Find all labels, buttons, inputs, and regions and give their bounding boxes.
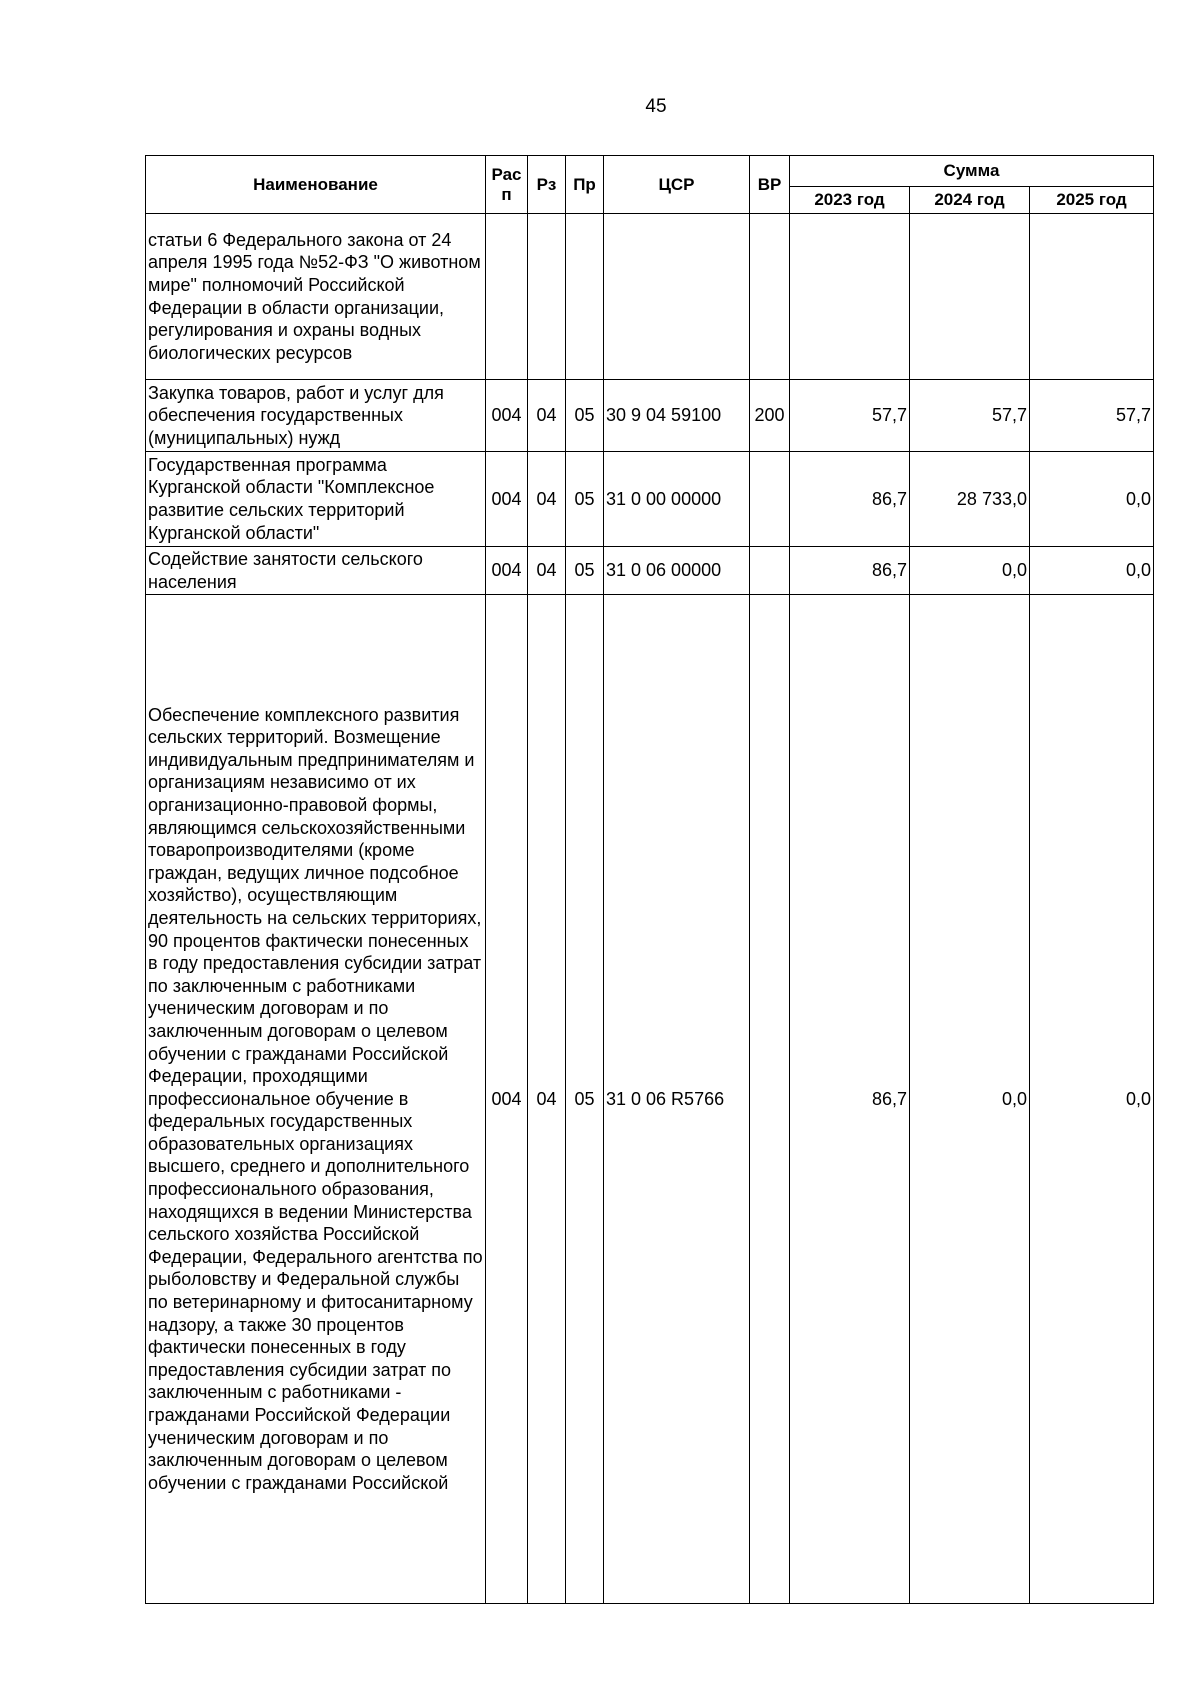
cell-rasp: 004 [486,380,528,452]
cell-2024: 57,7 [910,380,1030,452]
cell-csr: 31 0 06 00000 [604,547,750,595]
cell-pr: 05 [566,547,604,595]
cell-name: Государственная программа Курганской области "Комплексное развитие сельских территорий Курганской области" [146,452,486,547]
cell-2023: 86,7 [790,595,910,1604]
cell-rz: 04 [528,452,566,547]
cell-pr [566,214,604,380]
table-row [146,380,1154,452]
table-row [146,595,1154,1604]
cell-csr: 30 9 04 59100 [604,380,750,452]
cell-2023: 86,7 [790,452,910,547]
header-year-2024: 2024 год [910,187,1030,214]
header-rz: Рз [528,156,566,214]
cell-2025: 0,0 [1030,595,1154,1604]
cell-rasp: 004 [486,595,528,1604]
cell-rasp: 004 [486,547,528,595]
cell-rasp [486,214,528,380]
header-rasp: Рас п [486,156,528,214]
cell-pr: 05 [566,452,604,547]
cell-2023 [790,214,910,380]
cell-vr [750,595,790,1604]
table-row [146,547,1154,595]
cell-csr [604,214,750,380]
cell-name: Содействие занятости сельского населения [146,547,486,595]
cell-name: Обеспечение комплексного развития сельских территорий. Возмещение индивидуальным предпринимателям и организациям независимо от их организационно-правовой формы, являющимся сельскохозяйственными товаропроизводителями (кроме граждан, ведущих личное подсобное хозяйство), осуществляющим деятельность на сельских территориях, 90 процентов фактически понесенных в году предоставления субсидии затрат по заключенным с работниками ученическим договорам и по заключенным договорам о целевом обучении с гражданами Российской Федерации, проходящими профессиональное обучение в федеральных государственных образовательных организациях высшего, среднего и дополнительного профессионального образования, находящихся в ведении Министерства сельского хозяйства Российской Федерации, Федерального агентства по рыболовству и Федеральной службы по ветеринарному и фитосанитарному надзору, а также 30 процентов фактически понесенных в году предоставления субсидии затрат по заключенным с работниками - гражданами Российской Федерации ученическим договорам и по заключенным договорам о целевом обучении с гражданами Российской [146,595,486,1604]
cell-2025: 57,7 [1030,380,1154,452]
cell-name: Закупка товаров, работ и услуг для обеспечения государственных (муниципальных) нужд [146,380,486,452]
table-row [146,214,1154,380]
cell-vr [750,214,790,380]
cell-csr: 31 0 00 00000 [604,452,750,547]
table-row [146,452,1154,547]
cell-csr: 31 0 06 R5766 [604,595,750,1604]
cell-vr: 200 [750,380,790,452]
cell-2024: 0,0 [910,595,1030,1604]
table-header [146,156,1154,214]
cell-vr [750,547,790,595]
header-vr: ВР [750,156,790,214]
cell-rasp: 004 [486,452,528,547]
cell-2025: 0,0 [1030,452,1154,547]
cell-2023: 57,7 [790,380,910,452]
header-sum: Сумма [790,156,1154,187]
cell-2024: 0,0 [910,547,1030,595]
budget-table [145,155,1154,1604]
cell-2023: 86,7 [790,547,910,595]
cell-2024 [910,214,1030,380]
cell-rz [528,214,566,380]
cell-2025 [1030,214,1154,380]
cell-2025: 0,0 [1030,547,1154,595]
page-number: 45 [645,96,667,117]
cell-vr [750,452,790,547]
cell-name: статьи 6 Федерального закона от 24 апреля 1995 года №52-ФЗ "О животном мире" полномочий Российской Федерации в области организации, регулирования и охраны водных биологических ресурсов [146,214,486,380]
cell-rz: 04 [528,380,566,452]
header-name: Наименование [146,156,486,214]
cell-pr: 05 [566,595,604,1604]
header-year-2023: 2023 год [790,187,910,214]
cell-2024: 28 733,0 [910,452,1030,547]
header-year-2025: 2025 год [1030,187,1154,214]
cell-rz: 04 [528,595,566,1604]
cell-rz: 04 [528,547,566,595]
cell-pr: 05 [566,380,604,452]
table-body [146,214,1154,1604]
header-csr: ЦСР [604,156,750,214]
header-pr: Пр [566,156,604,214]
